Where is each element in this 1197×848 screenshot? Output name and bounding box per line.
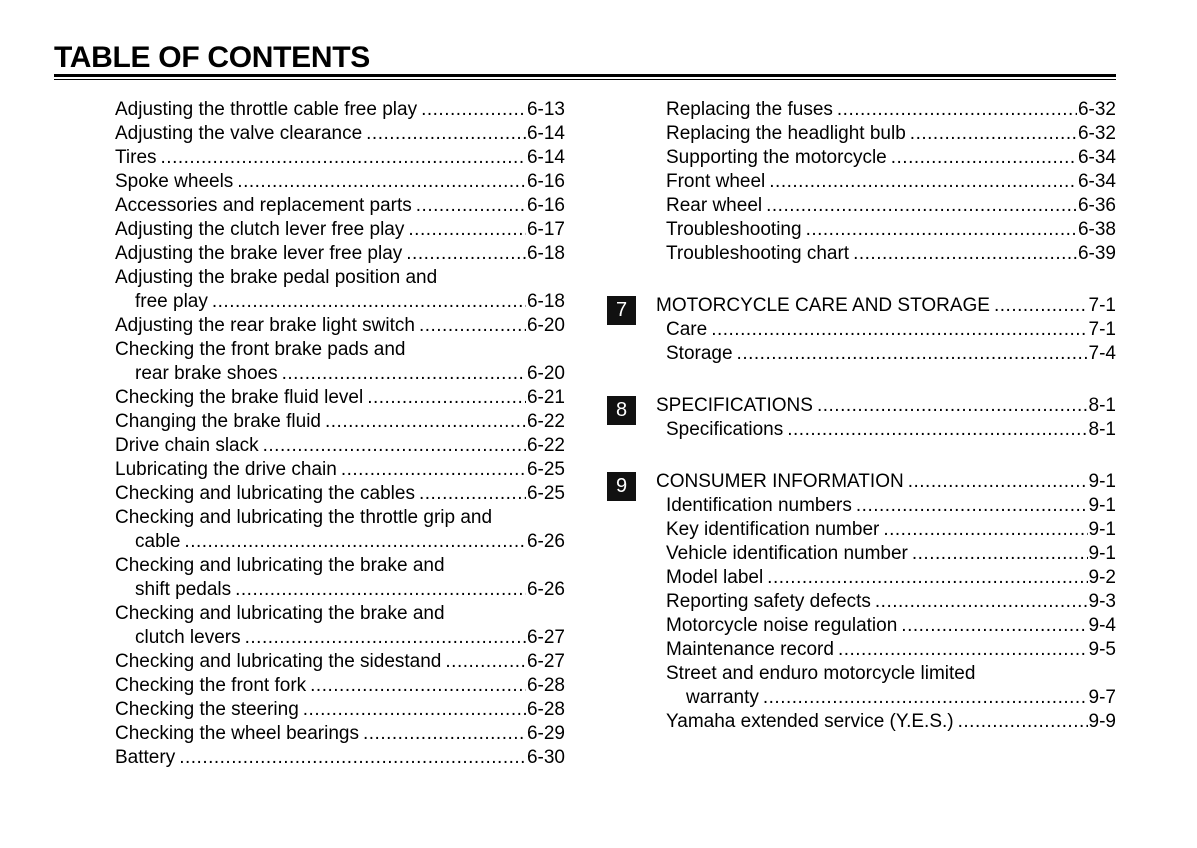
toc-entry-title: CONSUMER INFORMATION bbox=[656, 471, 904, 492]
toc-entry[interactable] bbox=[115, 698, 565, 722]
dot-leader bbox=[179, 746, 526, 770]
toc-entry[interactable] bbox=[115, 578, 565, 602]
chapter-8-section bbox=[615, 394, 1116, 442]
toc-entry[interactable] bbox=[656, 218, 1116, 242]
toc-entry[interactable] bbox=[656, 590, 1116, 614]
toc-entry[interactable] bbox=[656, 518, 1116, 542]
toc-entry-page: 7-4 bbox=[1088, 343, 1116, 364]
toc-entry-title: Changing the brake fluid bbox=[115, 411, 321, 432]
toc-entry[interactable] bbox=[115, 98, 565, 122]
dot-leader bbox=[769, 170, 1077, 194]
toc-entry-title[interactable]: Checking and lubricating the brake and bbox=[115, 555, 445, 576]
toc-entry[interactable] bbox=[115, 530, 565, 554]
toc-entry-title: Checking and lubricating the sidestand bbox=[115, 651, 442, 672]
toc-entry[interactable] bbox=[656, 294, 1116, 318]
toc-entry[interactable] bbox=[115, 242, 565, 266]
toc-entry-page: 9-4 bbox=[1088, 615, 1116, 636]
toc-entry-title: Adjusting the brake lever free play bbox=[115, 243, 403, 264]
toc-entry-page: 6-28 bbox=[526, 699, 565, 720]
toc-entry-page: 8-1 bbox=[1088, 395, 1116, 416]
toc-chapters bbox=[615, 266, 1116, 734]
dot-leader bbox=[366, 122, 526, 146]
toc-entry-title[interactable]: Checking the front brake pads and bbox=[115, 339, 406, 360]
toc-entry-page: 6-25 bbox=[526, 483, 565, 504]
toc-entry-page: 6-27 bbox=[526, 627, 565, 648]
toc-entry-page: 9-1 bbox=[1088, 471, 1116, 492]
toc-entry[interactable] bbox=[115, 146, 565, 170]
toc-entry-title: Spoke wheels bbox=[115, 171, 234, 192]
toc-entry-page: 9-1 bbox=[1088, 519, 1116, 540]
dot-leader bbox=[908, 470, 1088, 494]
toc-entry-title[interactable]: Adjusting the brake pedal position and bbox=[115, 267, 438, 288]
toc-entry[interactable] bbox=[115, 362, 565, 386]
toc-entry-page: 6-38 bbox=[1077, 219, 1116, 240]
toc-entry-page: 6-22 bbox=[526, 435, 565, 456]
toc-entry[interactable] bbox=[656, 122, 1116, 146]
toc-entry[interactable] bbox=[656, 470, 1116, 494]
toc-entry-page: 6-17 bbox=[526, 219, 565, 240]
toc-entry[interactable] bbox=[656, 146, 1116, 170]
toc-entry-title: Checking the front fork bbox=[115, 675, 307, 696]
toc-entry-title: Specifications bbox=[666, 419, 784, 440]
dot-leader bbox=[263, 434, 526, 458]
toc-entry-page: 6-20 bbox=[526, 363, 565, 384]
toc-entry-title: Yamaha extended service (Y.E.S.) bbox=[666, 711, 954, 732]
chapter-9-section bbox=[615, 470, 1116, 734]
dot-leader bbox=[912, 542, 1088, 566]
toc-entry-title: cable bbox=[135, 531, 181, 552]
toc-entry[interactable] bbox=[115, 434, 565, 458]
toc-entry[interactable] bbox=[115, 674, 565, 698]
dot-leader bbox=[766, 194, 1077, 218]
dot-leader bbox=[416, 194, 526, 218]
toc-entry[interactable] bbox=[656, 394, 1116, 418]
dot-leader bbox=[367, 386, 526, 410]
chapter-number-badge: 9 bbox=[607, 472, 636, 501]
toc-entry-page: 6-16 bbox=[526, 195, 565, 216]
toc-entry-title: Reporting safety defects bbox=[666, 591, 871, 612]
toc-entry[interactable] bbox=[115, 410, 565, 434]
toc-entry-title: Checking the steering bbox=[115, 699, 299, 720]
dot-leader bbox=[883, 518, 1087, 542]
toc-entry-title: Replacing the fuses bbox=[666, 99, 833, 120]
toc-entry[interactable] bbox=[656, 542, 1116, 566]
toc-entry-page: 6-32 bbox=[1077, 123, 1116, 144]
toc-entry[interactable] bbox=[656, 614, 1116, 638]
toc-entry-title: Storage bbox=[666, 343, 733, 364]
toc-entry-title: Lubricating the drive chain bbox=[115, 459, 337, 480]
toc-entry-title: Adjusting the clutch lever free play bbox=[115, 219, 405, 240]
toc-entry-page: 9-3 bbox=[1088, 591, 1116, 612]
dot-leader bbox=[235, 578, 526, 602]
toc-entry[interactable] bbox=[656, 638, 1116, 662]
dot-leader bbox=[767, 566, 1087, 590]
dot-leader bbox=[711, 318, 1087, 342]
toc-entry[interactable] bbox=[656, 710, 1116, 734]
toc-entry-title: Accessories and replacement parts bbox=[115, 195, 412, 216]
title-rule-thin bbox=[54, 79, 1116, 80]
toc-entry-page: 6-26 bbox=[526, 579, 565, 600]
dot-leader bbox=[341, 458, 526, 482]
toc-entry-page: 6-36 bbox=[1077, 195, 1116, 216]
toc-entry-title: clutch levers bbox=[135, 627, 241, 648]
dot-leader bbox=[901, 614, 1087, 638]
toc-entry-page: 6-28 bbox=[526, 675, 565, 696]
toc-entry-title: Adjusting the throttle cable free play bbox=[115, 99, 418, 120]
dot-leader bbox=[763, 686, 1088, 710]
dot-leader bbox=[310, 674, 526, 698]
toc-entry-title: Drive chain slack bbox=[115, 435, 259, 456]
dot-leader bbox=[891, 146, 1077, 170]
toc-entry-page: 6-16 bbox=[526, 171, 565, 192]
toc-entry-page: 6-14 bbox=[526, 147, 565, 168]
toc-entry[interactable] bbox=[115, 386, 565, 410]
toc-entry[interactable] bbox=[115, 218, 565, 242]
dot-leader bbox=[875, 590, 1088, 614]
toc-entry-title: Front wheel bbox=[666, 171, 766, 192]
dot-leader bbox=[910, 122, 1077, 146]
dot-leader bbox=[212, 290, 526, 314]
toc-entry[interactable] bbox=[115, 194, 565, 218]
toc-entry[interactable] bbox=[656, 318, 1116, 342]
dot-leader bbox=[184, 530, 526, 554]
toc-entry-page: 6-26 bbox=[526, 531, 565, 552]
toc-entry-title: Checking the wheel bearings bbox=[115, 723, 359, 744]
dot-leader bbox=[838, 638, 1088, 662]
toc-entry[interactable] bbox=[115, 722, 565, 746]
toc-entry-page: 6-18 bbox=[526, 291, 565, 312]
chapter-number-badge: 8 bbox=[607, 396, 636, 425]
dot-leader bbox=[408, 218, 526, 242]
toc-right-column bbox=[615, 98, 1116, 734]
toc-entry-title: Maintenance record bbox=[666, 639, 834, 660]
toc-entry-title: Checking the brake fluid level bbox=[115, 387, 364, 408]
toc-entry-title: Battery bbox=[115, 747, 176, 768]
dot-leader bbox=[856, 494, 1088, 518]
toc-entry[interactable] bbox=[656, 98, 1116, 122]
toc-entry-title[interactable]: Street and enduro motorcycle limited bbox=[666, 663, 976, 684]
dot-leader bbox=[787, 418, 1087, 442]
toc-entry[interactable] bbox=[115, 122, 565, 146]
dot-leader bbox=[806, 218, 1077, 242]
chapter-7-section bbox=[615, 294, 1116, 366]
toc-entry[interactable] bbox=[115, 650, 565, 674]
toc-entry-page: 6-20 bbox=[526, 315, 565, 336]
toc-entry-title: shift pedals bbox=[135, 579, 232, 600]
toc-entry-title: MOTORCYCLE CARE AND STORAGE bbox=[656, 295, 990, 316]
toc-entry[interactable] bbox=[115, 290, 565, 314]
toc-entry-title: Tires bbox=[115, 147, 157, 168]
toc-entry-page: 6-29 bbox=[526, 723, 565, 744]
toc-entry-page: 6-22 bbox=[526, 411, 565, 432]
toc-entry-title: Vehicle identification number bbox=[666, 543, 908, 564]
toc-entry-title: Care bbox=[666, 319, 708, 340]
dot-leader bbox=[325, 410, 526, 434]
title-rule-thick bbox=[54, 74, 1116, 77]
dot-leader bbox=[363, 722, 526, 746]
toc-entry-page: 9-9 bbox=[1088, 711, 1116, 732]
toc-entry-title: Key identification number bbox=[666, 519, 880, 540]
page-title: TABLE OF CONTENTS bbox=[54, 41, 370, 74]
toc-entry-title: Adjusting the rear brake light switch bbox=[115, 315, 415, 336]
toc-entry[interactable] bbox=[115, 746, 565, 770]
toc-entry[interactable] bbox=[115, 458, 565, 482]
toc-entry[interactable] bbox=[115, 170, 565, 194]
dot-leader bbox=[837, 98, 1077, 122]
toc-section-6-continued bbox=[656, 98, 1116, 266]
toc-entry[interactable] bbox=[115, 626, 565, 650]
dot-leader bbox=[737, 342, 1088, 366]
toc-entry-page: 9-7 bbox=[1088, 687, 1116, 708]
toc-entry[interactable] bbox=[115, 314, 565, 338]
dot-leader bbox=[282, 362, 526, 386]
dot-leader bbox=[237, 170, 526, 194]
toc-entry-title[interactable]: Checking and lubricating the throttle grip and bbox=[115, 507, 493, 528]
dot-leader bbox=[419, 314, 526, 338]
toc-entry-page: 6-13 bbox=[526, 99, 565, 120]
toc-entry-title: warranty bbox=[686, 687, 759, 708]
dot-leader bbox=[421, 98, 526, 122]
toc-entry[interactable] bbox=[115, 482, 565, 506]
toc-entry[interactable] bbox=[656, 194, 1116, 218]
toc-entry-page: 6-18 bbox=[526, 243, 565, 264]
dot-leader bbox=[406, 242, 526, 266]
dot-leader bbox=[445, 650, 526, 674]
toc-entry-title: Motorcycle noise regulation bbox=[666, 615, 898, 636]
toc-entry[interactable] bbox=[656, 342, 1116, 366]
toc-entry-page: 6-34 bbox=[1077, 171, 1116, 192]
toc-entry-title: Troubleshooting bbox=[666, 219, 802, 240]
toc-entry-page: 6-21 bbox=[526, 387, 565, 408]
toc-entry-title: Replacing the headlight bulb bbox=[666, 123, 906, 144]
toc-entry-page: 6-14 bbox=[526, 123, 565, 144]
chapter-number-badge: 7 bbox=[607, 296, 636, 325]
toc-entry-title: Adjusting the valve clearance bbox=[115, 123, 363, 144]
toc-entry[interactable] bbox=[656, 494, 1116, 518]
toc-entry-title[interactable]: Checking and lubricating the brake and bbox=[115, 603, 445, 624]
toc-entry[interactable] bbox=[656, 418, 1116, 442]
toc-entry-page: 9-2 bbox=[1088, 567, 1116, 588]
toc-entry-page: 9-5 bbox=[1088, 639, 1116, 660]
dot-leader bbox=[161, 146, 526, 170]
toc-entry-page: 9-1 bbox=[1088, 495, 1116, 516]
dot-leader bbox=[303, 698, 526, 722]
toc-entry-page: 7-1 bbox=[1088, 319, 1116, 340]
toc-entry-title: free play bbox=[135, 291, 208, 312]
toc-entry-title: Identification numbers bbox=[666, 495, 852, 516]
toc-entry-title: rear brake shoes bbox=[135, 363, 278, 384]
toc-entry-title: SPECIFICATIONS bbox=[656, 395, 813, 416]
toc-entry-page: 9-1 bbox=[1088, 543, 1116, 564]
toc-entry-title: Rear wheel bbox=[666, 195, 763, 216]
dot-leader bbox=[958, 710, 1088, 734]
toc-entry[interactable] bbox=[656, 566, 1116, 590]
toc-entry-page: 6-25 bbox=[526, 459, 565, 480]
toc-entry-page: 6-32 bbox=[1077, 99, 1116, 120]
dot-leader bbox=[994, 294, 1088, 318]
toc-entry[interactable] bbox=[656, 686, 1116, 710]
toc-entry[interactable] bbox=[656, 242, 1116, 266]
dot-leader bbox=[419, 482, 526, 506]
toc-entry-page: 6-34 bbox=[1077, 147, 1116, 168]
toc-entry-page: 8-1 bbox=[1088, 419, 1116, 440]
toc-entry-page: 6-27 bbox=[526, 651, 565, 672]
toc-entry-page: 6-30 bbox=[526, 747, 565, 768]
toc-entry-title: Checking and lubricating the cables bbox=[115, 483, 415, 504]
dot-leader bbox=[817, 394, 1088, 418]
toc-entry-title: Troubleshooting chart bbox=[666, 243, 850, 264]
dot-leader bbox=[245, 626, 526, 650]
dot-leader bbox=[853, 242, 1077, 266]
toc-entry-page: 7-1 bbox=[1088, 295, 1116, 316]
toc-left-column bbox=[115, 98, 565, 770]
toc-entry-page: 6-39 bbox=[1077, 243, 1116, 264]
toc-entry[interactable] bbox=[656, 170, 1116, 194]
toc-entry-title: Model label bbox=[666, 567, 764, 588]
toc-entry-title: Supporting the motorcycle bbox=[666, 147, 887, 168]
